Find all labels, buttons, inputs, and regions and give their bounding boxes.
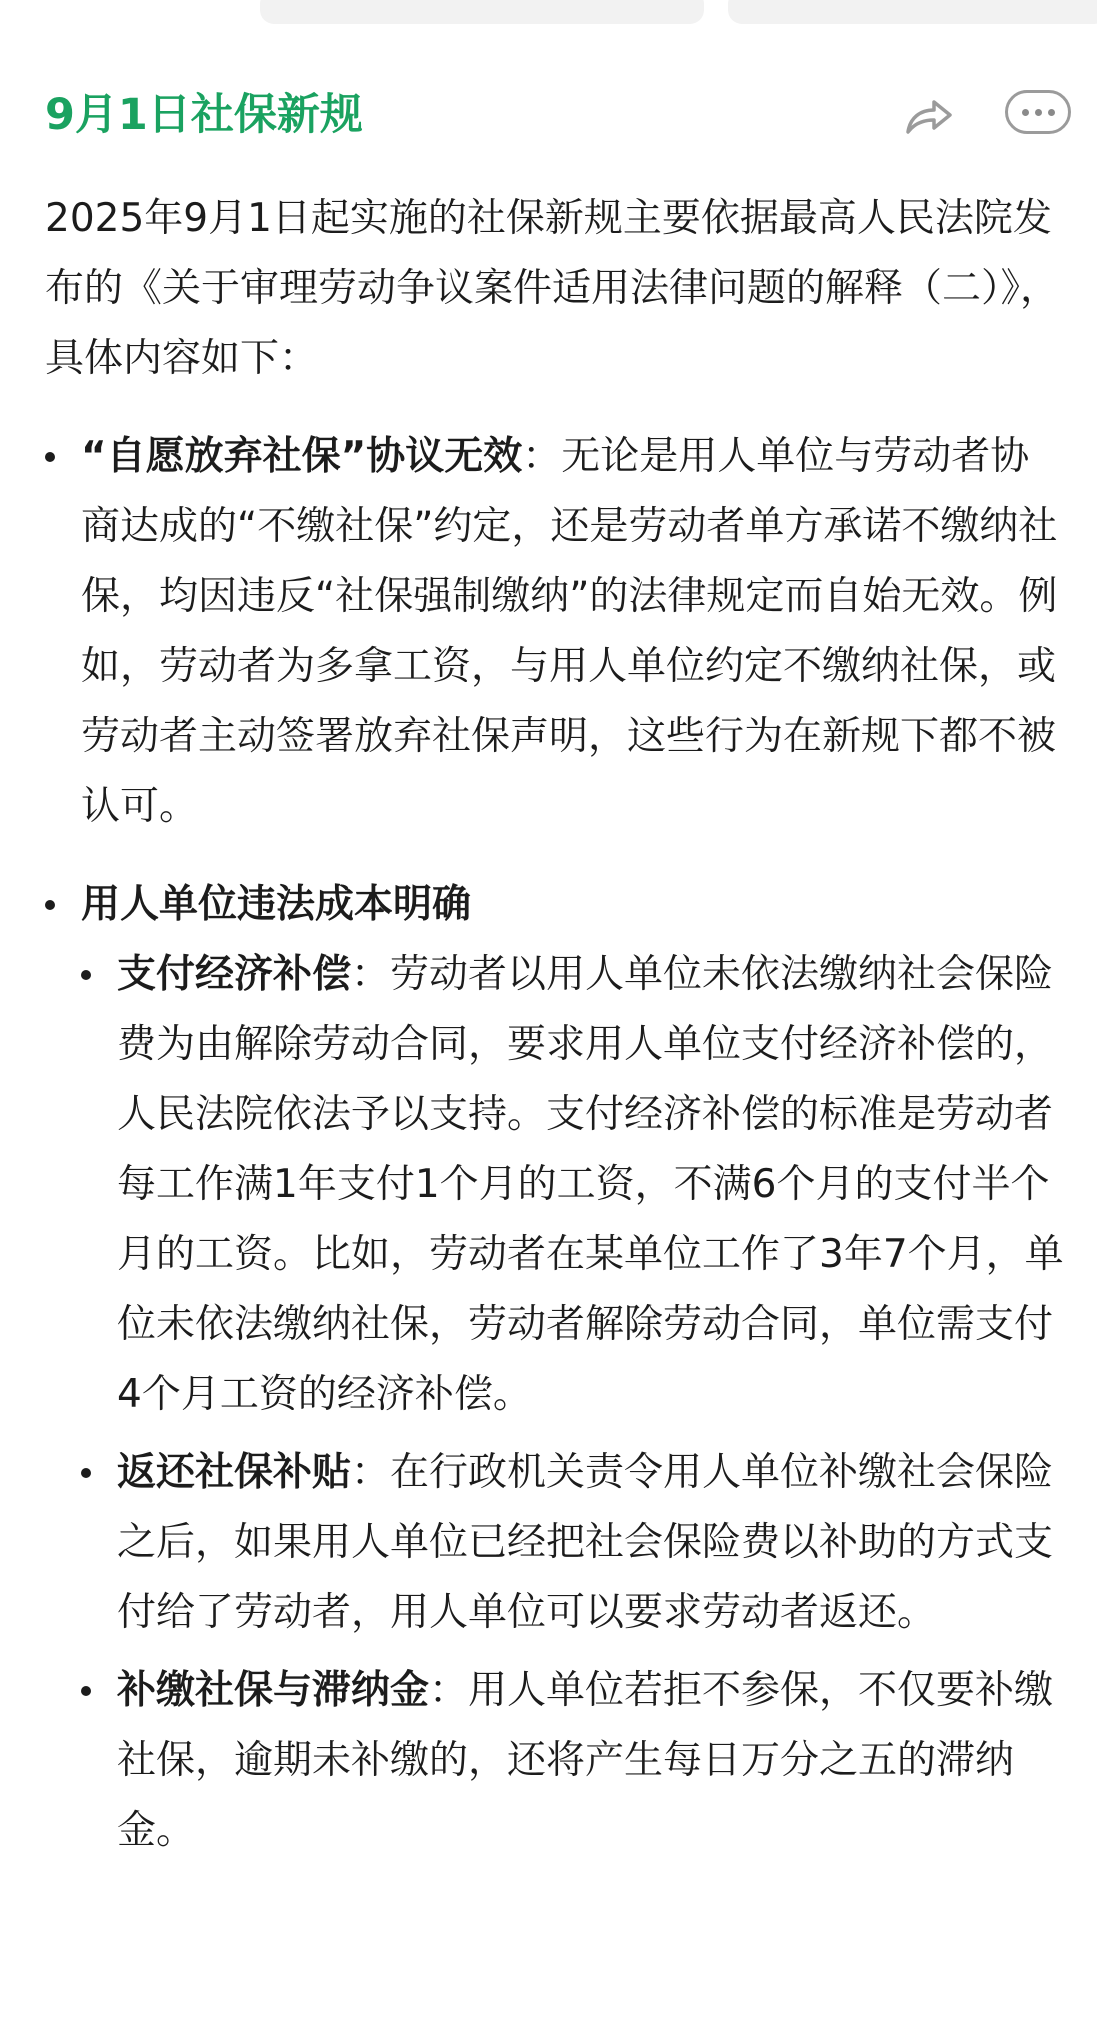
- item-separator: ：: [429, 1668, 469, 1713]
- item-heading: 补缴社保与滞纳金: [117, 1668, 430, 1713]
- share-button[interactable]: [900, 88, 956, 144]
- top-tab-left[interactable]: [260, 0, 704, 24]
- more-button[interactable]: [1005, 90, 1071, 134]
- more-icon: [1022, 109, 1029, 116]
- scroll-indicator[interactable]: [30, 2025, 1067, 2031]
- item-heading: “自愿放弃社保”协议无效: [81, 434, 523, 479]
- intro-paragraph: 2025年9月1日起实施的社保新规主要依据最高人民法院发布的《关于审理劳动争议案件适用法律问题的解释（二）》，具体内容如下：: [45, 196, 1060, 381]
- top-tab-right[interactable]: [728, 0, 1097, 24]
- item-body: 用人单位若拒不参保，不仅要补缴社保，逾期未补缴的，还将产生每日万分之五的滞纳金。: [117, 1668, 1054, 1853]
- item-body: 在行政机关责令用人单位补缴社会保险之后，如果用人单位已经把社会保险费以补助的方式支付给了劳动者，用人单位可以要求劳动者返还。: [117, 1450, 1054, 1635]
- rules-list: [45, 422, 1065, 1866]
- list-item: [45, 422, 1065, 842]
- sub-list-item: [81, 1438, 1065, 1648]
- article-header: [45, 80, 1065, 150]
- sub-list-item: [81, 1656, 1065, 1866]
- page-title: 9月1日社保新规: [45, 90, 363, 140]
- item-separator: ：: [351, 952, 391, 997]
- section-heading: 用人单位违法成本明确: [81, 882, 472, 927]
- sub-list: [81, 940, 1065, 1866]
- item-separator: ：: [522, 434, 562, 479]
- article-body: [45, 184, 1065, 1894]
- item-body: 劳动者以用人单位未依法缴纳社会保险费为由解除劳动合同，要求用人单位支付经济补偿的，人民法院依法予以支持。支付经济补偿的标准是劳动者每工作满1年支付1个月的工资，不满6个月的支付半个月的工资。比如，劳动者在某单位工作了3年7个月，单位未依法缴纳社保，劳动者解除劳动合同，单位需支付4个月工资的经济补偿。: [117, 952, 1064, 1417]
- item-heading: 返还社保补贴: [117, 1450, 352, 1495]
- list-item: [45, 870, 1065, 1866]
- item-separator: ：: [351, 1450, 391, 1495]
- item-body: 无论是用人单位与劳动者协商达成的“不缴社保”约定，还是劳动者单方承诺不缴纳社保，均因违反“社保强制缴纳”的法律规定而自始无效。例如，劳动者为多拿工资，与用人单位约定不缴纳社保，或劳动者主动签署放弃社保声明，这些行为在新规下都不被认可。: [81, 434, 1058, 829]
- share-icon: [900, 88, 956, 144]
- sub-list-item: [81, 940, 1065, 1430]
- item-heading: 支付经济补偿: [117, 952, 352, 997]
